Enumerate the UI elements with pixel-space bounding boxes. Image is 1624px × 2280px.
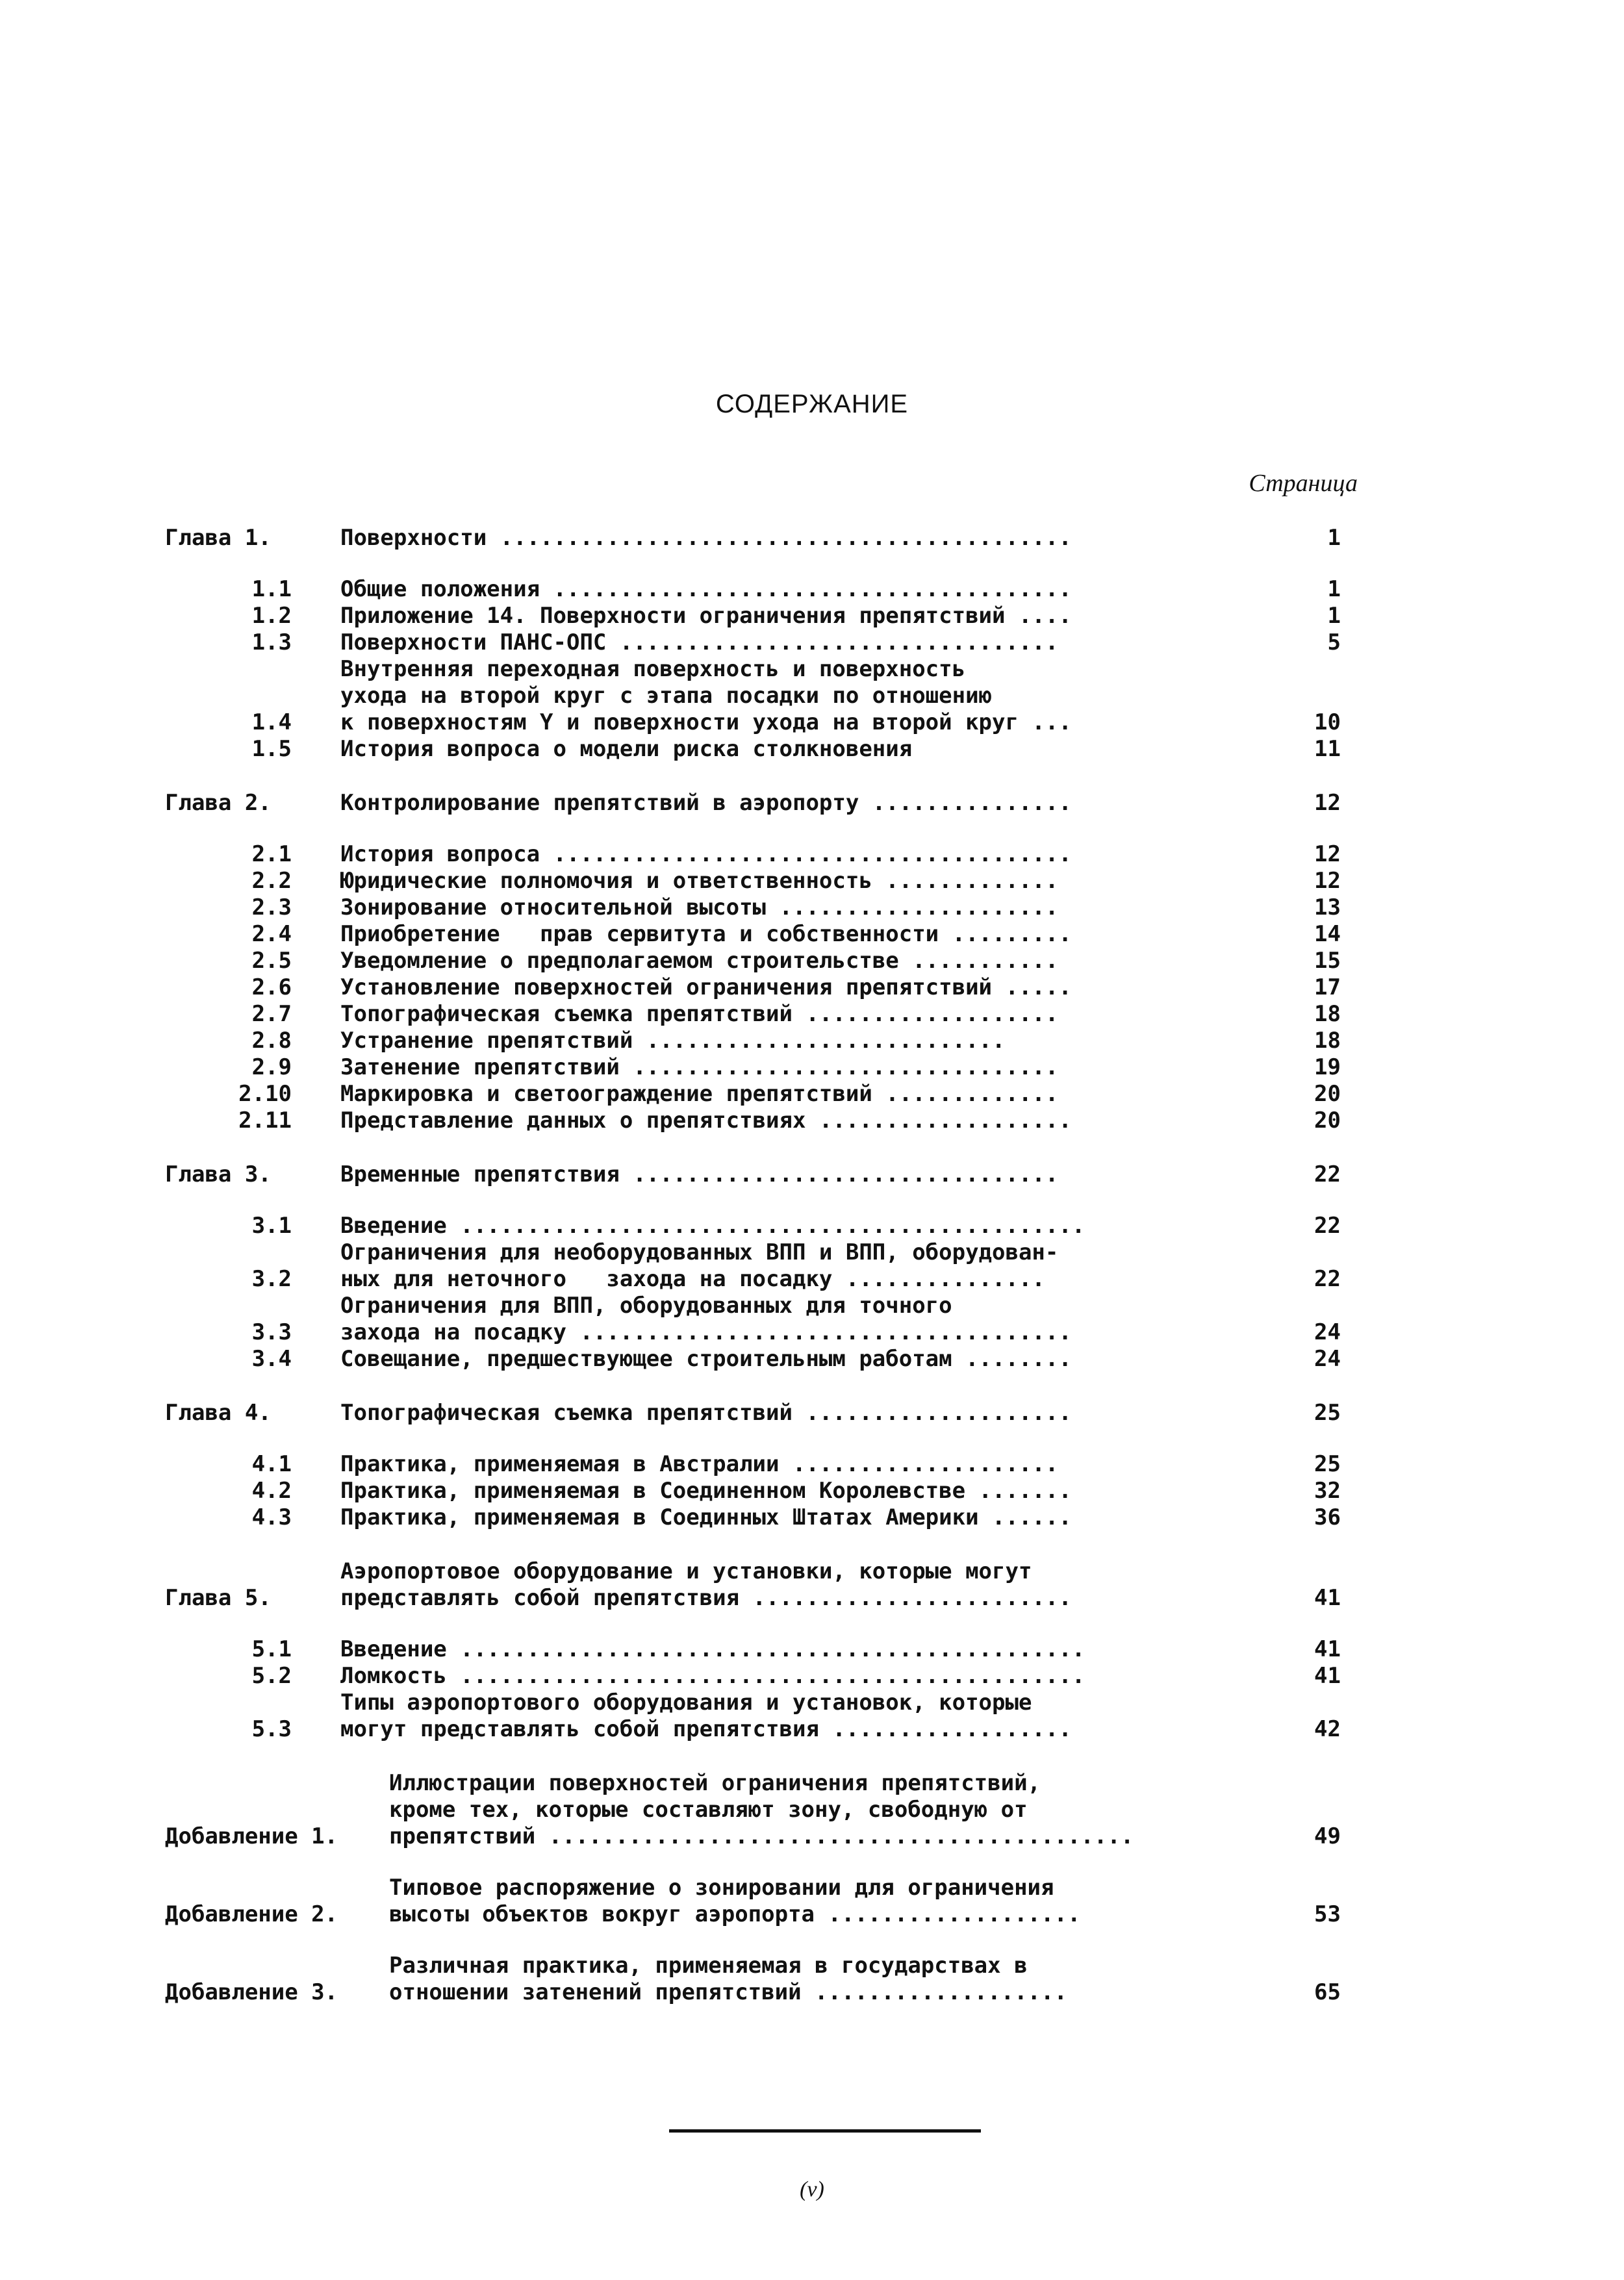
toc-entry-title-line: захода на посадку ..................................... xyxy=(340,1319,1072,1345)
toc-entry-title-line: Представление данных о препятствиях ................... xyxy=(340,1108,1072,1134)
toc-entry-number: 2.6 xyxy=(251,974,292,1000)
toc-entry-section xyxy=(165,1213,1341,1239)
toc-entry-section xyxy=(165,868,1341,894)
toc-entry-number: 2.5 xyxy=(251,948,292,974)
toc-entry-number: 2.8 xyxy=(251,1028,292,1054)
toc-entry-title-line: Типы аэропортового оборудования и установок, которые xyxy=(340,1690,1032,1716)
toc-entry-title xyxy=(340,868,1276,894)
toc-entry-page: 14 xyxy=(1314,921,1341,947)
toc-entry-number: 1.1 xyxy=(251,576,292,602)
toc-entry-section xyxy=(165,1346,1341,1373)
toc-entry-title-line: Устранение препятствий ........................... xyxy=(340,1028,1006,1054)
toc-entry-page: 32 xyxy=(1314,1478,1341,1504)
toc-entry-title xyxy=(340,1636,1276,1663)
toc-entry-title-line: кроме тех, которые составляют зону, свободную от xyxy=(389,1797,1028,1823)
toc-entry-title-line: Ограничения для необорудованных ВПП и ВПП, оборудован- xyxy=(340,1239,1059,1265)
footer-rule xyxy=(669,2129,981,2133)
toc-entry-section xyxy=(165,894,1341,921)
toc-entry-page: 65 xyxy=(1314,1979,1341,2005)
toc-entry-number: 2.4 xyxy=(251,921,292,947)
toc-entry-number: Глава 2. xyxy=(165,790,272,816)
toc-entry-page: 20 xyxy=(1314,1108,1341,1134)
toc-entry-title xyxy=(340,1108,1276,1134)
toc-entry-title xyxy=(340,1400,1276,1426)
toc-entry-section xyxy=(165,1293,1341,1346)
toc-entry-section xyxy=(165,1028,1341,1054)
toc-entry-section xyxy=(165,948,1341,974)
toc-entry-section xyxy=(165,1001,1341,1028)
toc-entry-title xyxy=(340,1081,1276,1108)
toc-entry-title-line: Введение ............................................... xyxy=(340,1213,1085,1239)
toc-entry-page: 19 xyxy=(1314,1054,1341,1080)
toc-entry-title xyxy=(340,841,1276,868)
toc-entry-title xyxy=(340,1001,1276,1028)
toc-entry-number: 5.3 xyxy=(251,1716,292,1742)
toc-entry-page: 1 xyxy=(1327,576,1341,602)
toc-entry-title xyxy=(340,974,1276,1001)
toc-entry-number: 1.4 xyxy=(251,709,292,735)
toc-entry-title-line: ных для неточного захода на посадку ............... xyxy=(340,1266,1045,1292)
toc-entry-chapter xyxy=(165,790,1341,817)
toc-entry-title xyxy=(389,1770,1276,1850)
toc-entry-section xyxy=(165,603,1341,629)
toc-entry-number: 2.2 xyxy=(251,868,292,894)
toc-entry-title xyxy=(340,1451,1276,1478)
toc-entry-section xyxy=(165,1663,1341,1690)
toc-entry-title-line: к поверхностям Y и поверхности ухода на второй круг ... xyxy=(340,709,1072,735)
toc-entry-page: 41 xyxy=(1314,1663,1341,1689)
toc-entry-page: 11 xyxy=(1314,736,1341,762)
toc-entry-title-line: Типовое распоряжение о зонировании для ограничения xyxy=(389,1875,1054,1901)
toc-entry-title xyxy=(340,1213,1276,1239)
toc-entry-title-line: Различная практика, применяемая в государствах в xyxy=(389,1953,1028,1979)
toc-entry-page: 10 xyxy=(1314,709,1341,735)
page-number: (v) xyxy=(800,2177,824,2201)
table-of-contents xyxy=(165,525,1341,2031)
toc-entry-number: 1.5 xyxy=(251,736,292,762)
toc-entry-page: 18 xyxy=(1314,1028,1341,1054)
toc-entry-title-line: Временные препятствия ................................ xyxy=(340,1161,1059,1187)
toc-entry-title-line: Затенение препятствий ................................ xyxy=(340,1054,1059,1080)
toc-entry-page: 20 xyxy=(1314,1081,1341,1107)
toc-entry-number: 3.3 xyxy=(251,1319,292,1345)
toc-entry-section xyxy=(165,1054,1341,1081)
toc-entry-page: 15 xyxy=(1314,948,1341,974)
toc-entry-page: 18 xyxy=(1314,1001,1341,1027)
toc-entry-number: Глава 4. xyxy=(165,1400,272,1426)
toc-entry-title-line: ухода на второй круг с этапа посадки по отношению xyxy=(340,683,993,709)
toc-entry-title-line: Маркировка и светоограждение препятствий ............. xyxy=(340,1081,1059,1107)
toc-entry-number: 2.7 xyxy=(251,1001,292,1027)
toc-entry-number: 3.2 xyxy=(251,1266,292,1292)
toc-entry-number: 2.3 xyxy=(251,894,292,920)
toc-entry-section xyxy=(165,576,1341,603)
toc-entry-number: 2.1 xyxy=(251,841,292,867)
toc-entry-title xyxy=(340,1054,1276,1081)
toc-entry-section xyxy=(165,1081,1341,1108)
toc-entry-title-line: Контролирование препятствий в аэропорту ............... xyxy=(340,790,1072,816)
toc-entry-page: 22 xyxy=(1314,1266,1341,1292)
toc-entry-section xyxy=(165,656,1341,736)
toc-entry-title-line: Иллюстрации поверхностей ограничения препятствий, xyxy=(389,1770,1041,1796)
toc-entry-chapter xyxy=(165,525,1341,551)
toc-entry-section xyxy=(165,1636,1341,1663)
toc-entry-title xyxy=(340,736,1276,763)
toc-entry-title xyxy=(340,1504,1276,1531)
toc-entry-number: 2.11 xyxy=(238,1108,292,1134)
toc-entry-number: 3.1 xyxy=(251,1213,292,1239)
toc-entry-page: 25 xyxy=(1314,1400,1341,1426)
toc-entry-title-line: препятствий ............................................ xyxy=(389,1823,1134,1849)
toc-entry-section xyxy=(165,736,1341,763)
toc-entry-number: 2.10 xyxy=(238,1081,292,1107)
toc-entry-title xyxy=(340,629,1276,656)
toc-entry-section xyxy=(165,1451,1341,1478)
toc-entry-number: Глава 3. xyxy=(165,1161,272,1187)
toc-entry-title-line: История вопроса о модели риска столкновения xyxy=(340,736,913,762)
toc-entry-title xyxy=(389,1953,1276,2006)
toc-entry-page: 1 xyxy=(1327,525,1341,551)
toc-entry-title-line: Установление поверхностей ограничения препятствий ..... xyxy=(340,974,1072,1000)
toc-entry-number: Добавление 2. xyxy=(165,1901,338,1927)
toc-entry-title-line: Поверхности ........................................... xyxy=(340,525,1072,551)
toc-entry-page: 22 xyxy=(1314,1213,1341,1239)
toc-entry-title-line: Уведомление о предполагаемом строительстве ........... xyxy=(340,948,1059,974)
toc-entry-number: 2.9 xyxy=(251,1054,292,1080)
toc-entry-title xyxy=(340,1293,1276,1346)
toc-entry-title-line: История вопроса ....................................... xyxy=(340,841,1072,867)
toc-entry-section xyxy=(165,1690,1341,1743)
toc-entry-title-line: Введение ............................................... xyxy=(340,1636,1085,1662)
toc-entry-number: 1.2 xyxy=(251,603,292,629)
toc-entry-title xyxy=(340,525,1276,551)
toc-entry-title-line: Ломкость ............................................... xyxy=(340,1663,1085,1689)
toc-entry-chapter xyxy=(165,1161,1341,1188)
toc-entry-section xyxy=(165,1108,1341,1134)
toc-entry-number: 5.1 xyxy=(251,1636,292,1662)
toc-entry-title-line: Практика, применяемая в Соединных Штатах Америки ...... xyxy=(340,1504,1072,1530)
toc-entry-page: 5 xyxy=(1327,629,1341,655)
toc-entry-page: 12 xyxy=(1314,868,1341,894)
toc-entry-title-line: Общие положения ....................................... xyxy=(340,576,1072,602)
toc-entry-page: 12 xyxy=(1314,841,1341,867)
toc-entry-section xyxy=(165,921,1341,948)
toc-entry-title-line: Внутренняя переходная поверхность и поверхность xyxy=(340,656,966,682)
toc-entry-title-line: Практика, применяемая в Соединенном Королевстве ....... xyxy=(340,1478,1072,1504)
toc-entry-number: 1.3 xyxy=(251,629,292,655)
toc-entry-title xyxy=(340,1690,1276,1743)
toc-entry-title xyxy=(340,1558,1276,1612)
toc-entry-number: 4.1 xyxy=(251,1451,292,1477)
toc-entry-section xyxy=(165,974,1341,1001)
toc-entry-title-line: отношении затенений препятствий ................... xyxy=(389,1979,1067,2005)
toc-entry-appendix xyxy=(165,1875,1341,1928)
toc-entry-page: 41 xyxy=(1314,1585,1341,1611)
toc-entry-page: 24 xyxy=(1314,1346,1341,1372)
toc-entry-page: 36 xyxy=(1314,1504,1341,1530)
toc-entry-page: 13 xyxy=(1314,894,1341,920)
toc-entry-number: Глава 5. xyxy=(165,1585,272,1611)
toc-entry-title-line: Ограничения для ВПП, оборудованных для точного xyxy=(340,1293,952,1319)
toc-entry-title-line: Топографическая съемка препятствий ................... xyxy=(340,1001,1059,1027)
toc-entry-number: 5.2 xyxy=(251,1663,292,1689)
toc-entry-title xyxy=(389,1875,1276,1928)
toc-entry-appendix xyxy=(165,1770,1341,1850)
toc-entry-appendix xyxy=(165,1953,1341,2006)
toc-entry-title xyxy=(340,576,1276,603)
toc-entry-chapter xyxy=(165,1400,1341,1426)
toc-entry-number: 4.2 xyxy=(251,1478,292,1504)
toc-entry-section xyxy=(165,1239,1341,1293)
toc-entry-title-line: Зонирование относительной высоты ..................... xyxy=(340,894,1059,920)
toc-entry-title-line: Поверхности ПАНС-ОПС ................................. xyxy=(340,629,1059,655)
toc-entry-page: 53 xyxy=(1314,1901,1341,1927)
toc-entry-title xyxy=(340,1028,1276,1054)
toc-entry-page: 42 xyxy=(1314,1716,1341,1742)
toc-entry-title-line: высоты объектов вокруг аэропорта ................... xyxy=(389,1901,1081,1927)
toc-entry-title xyxy=(340,790,1276,817)
toc-entry-page: 25 xyxy=(1314,1451,1341,1477)
toc-entry-title xyxy=(340,921,1276,948)
toc-entry-page: 41 xyxy=(1314,1636,1341,1662)
toc-entry-page: 22 xyxy=(1314,1161,1341,1187)
toc-entry-title xyxy=(340,948,1276,974)
toc-entry-title xyxy=(340,1346,1276,1373)
toc-entry-title xyxy=(340,1478,1276,1504)
toc-entry-title-line: Юридические полномочия и ответственность ............. xyxy=(340,868,1059,894)
toc-entry-title-line: Совещание, предшествующее строительным работам ........ xyxy=(340,1346,1072,1372)
toc-entry-title-line: представлять собой препятствия ........................ xyxy=(340,1585,1072,1611)
toc-entry-title xyxy=(340,894,1276,921)
toc-entry-page: 12 xyxy=(1314,790,1341,816)
toc-entry-number: 3.4 xyxy=(251,1346,292,1372)
toc-entry-title xyxy=(340,1161,1276,1188)
toc-entry-number: 4.3 xyxy=(251,1504,292,1530)
toc-entry-title xyxy=(340,656,1276,736)
toc-entry-number: Добавление 1. xyxy=(165,1823,338,1849)
page-column-header: Страница xyxy=(1249,470,1358,497)
toc-entry-title-line: Аэропортовое оборудование и установки, которые могут xyxy=(340,1558,1032,1584)
page-title: СОДЕРЖАНИЕ xyxy=(715,390,909,418)
toc-entry-page: 1 xyxy=(1327,603,1341,629)
toc-entry-page: 24 xyxy=(1314,1319,1341,1345)
toc-entry-title xyxy=(340,603,1276,629)
toc-entry-section xyxy=(165,629,1341,656)
toc-entry-title-line: могут представлять собой препятствия .................. xyxy=(340,1716,1072,1742)
toc-entry-number: Глава 1. xyxy=(165,525,272,551)
toc-entry-title-line: Приобретение прав сервитута и собственности ......... xyxy=(340,921,1072,947)
toc-entry-number: Добавление 3. xyxy=(165,1979,338,2005)
toc-entry-section xyxy=(165,1504,1341,1531)
toc-entry-title xyxy=(340,1239,1276,1293)
toc-entry-section xyxy=(165,1478,1341,1504)
toc-entry-title-line: Топографическая съемка препятствий .................... xyxy=(340,1400,1072,1426)
toc-entry-title xyxy=(340,1663,1276,1690)
toc-entry-chapter xyxy=(165,1558,1341,1612)
toc-entry-title-line: Приложение 14. Поверхности ограничения препятствий .... xyxy=(340,603,1072,629)
toc-entry-section xyxy=(165,841,1341,868)
toc-entry-title-line: Практика, применяемая в Австралии .................... xyxy=(340,1451,1059,1477)
toc-entry-page: 17 xyxy=(1314,974,1341,1000)
toc-entry-page: 49 xyxy=(1314,1823,1341,1849)
